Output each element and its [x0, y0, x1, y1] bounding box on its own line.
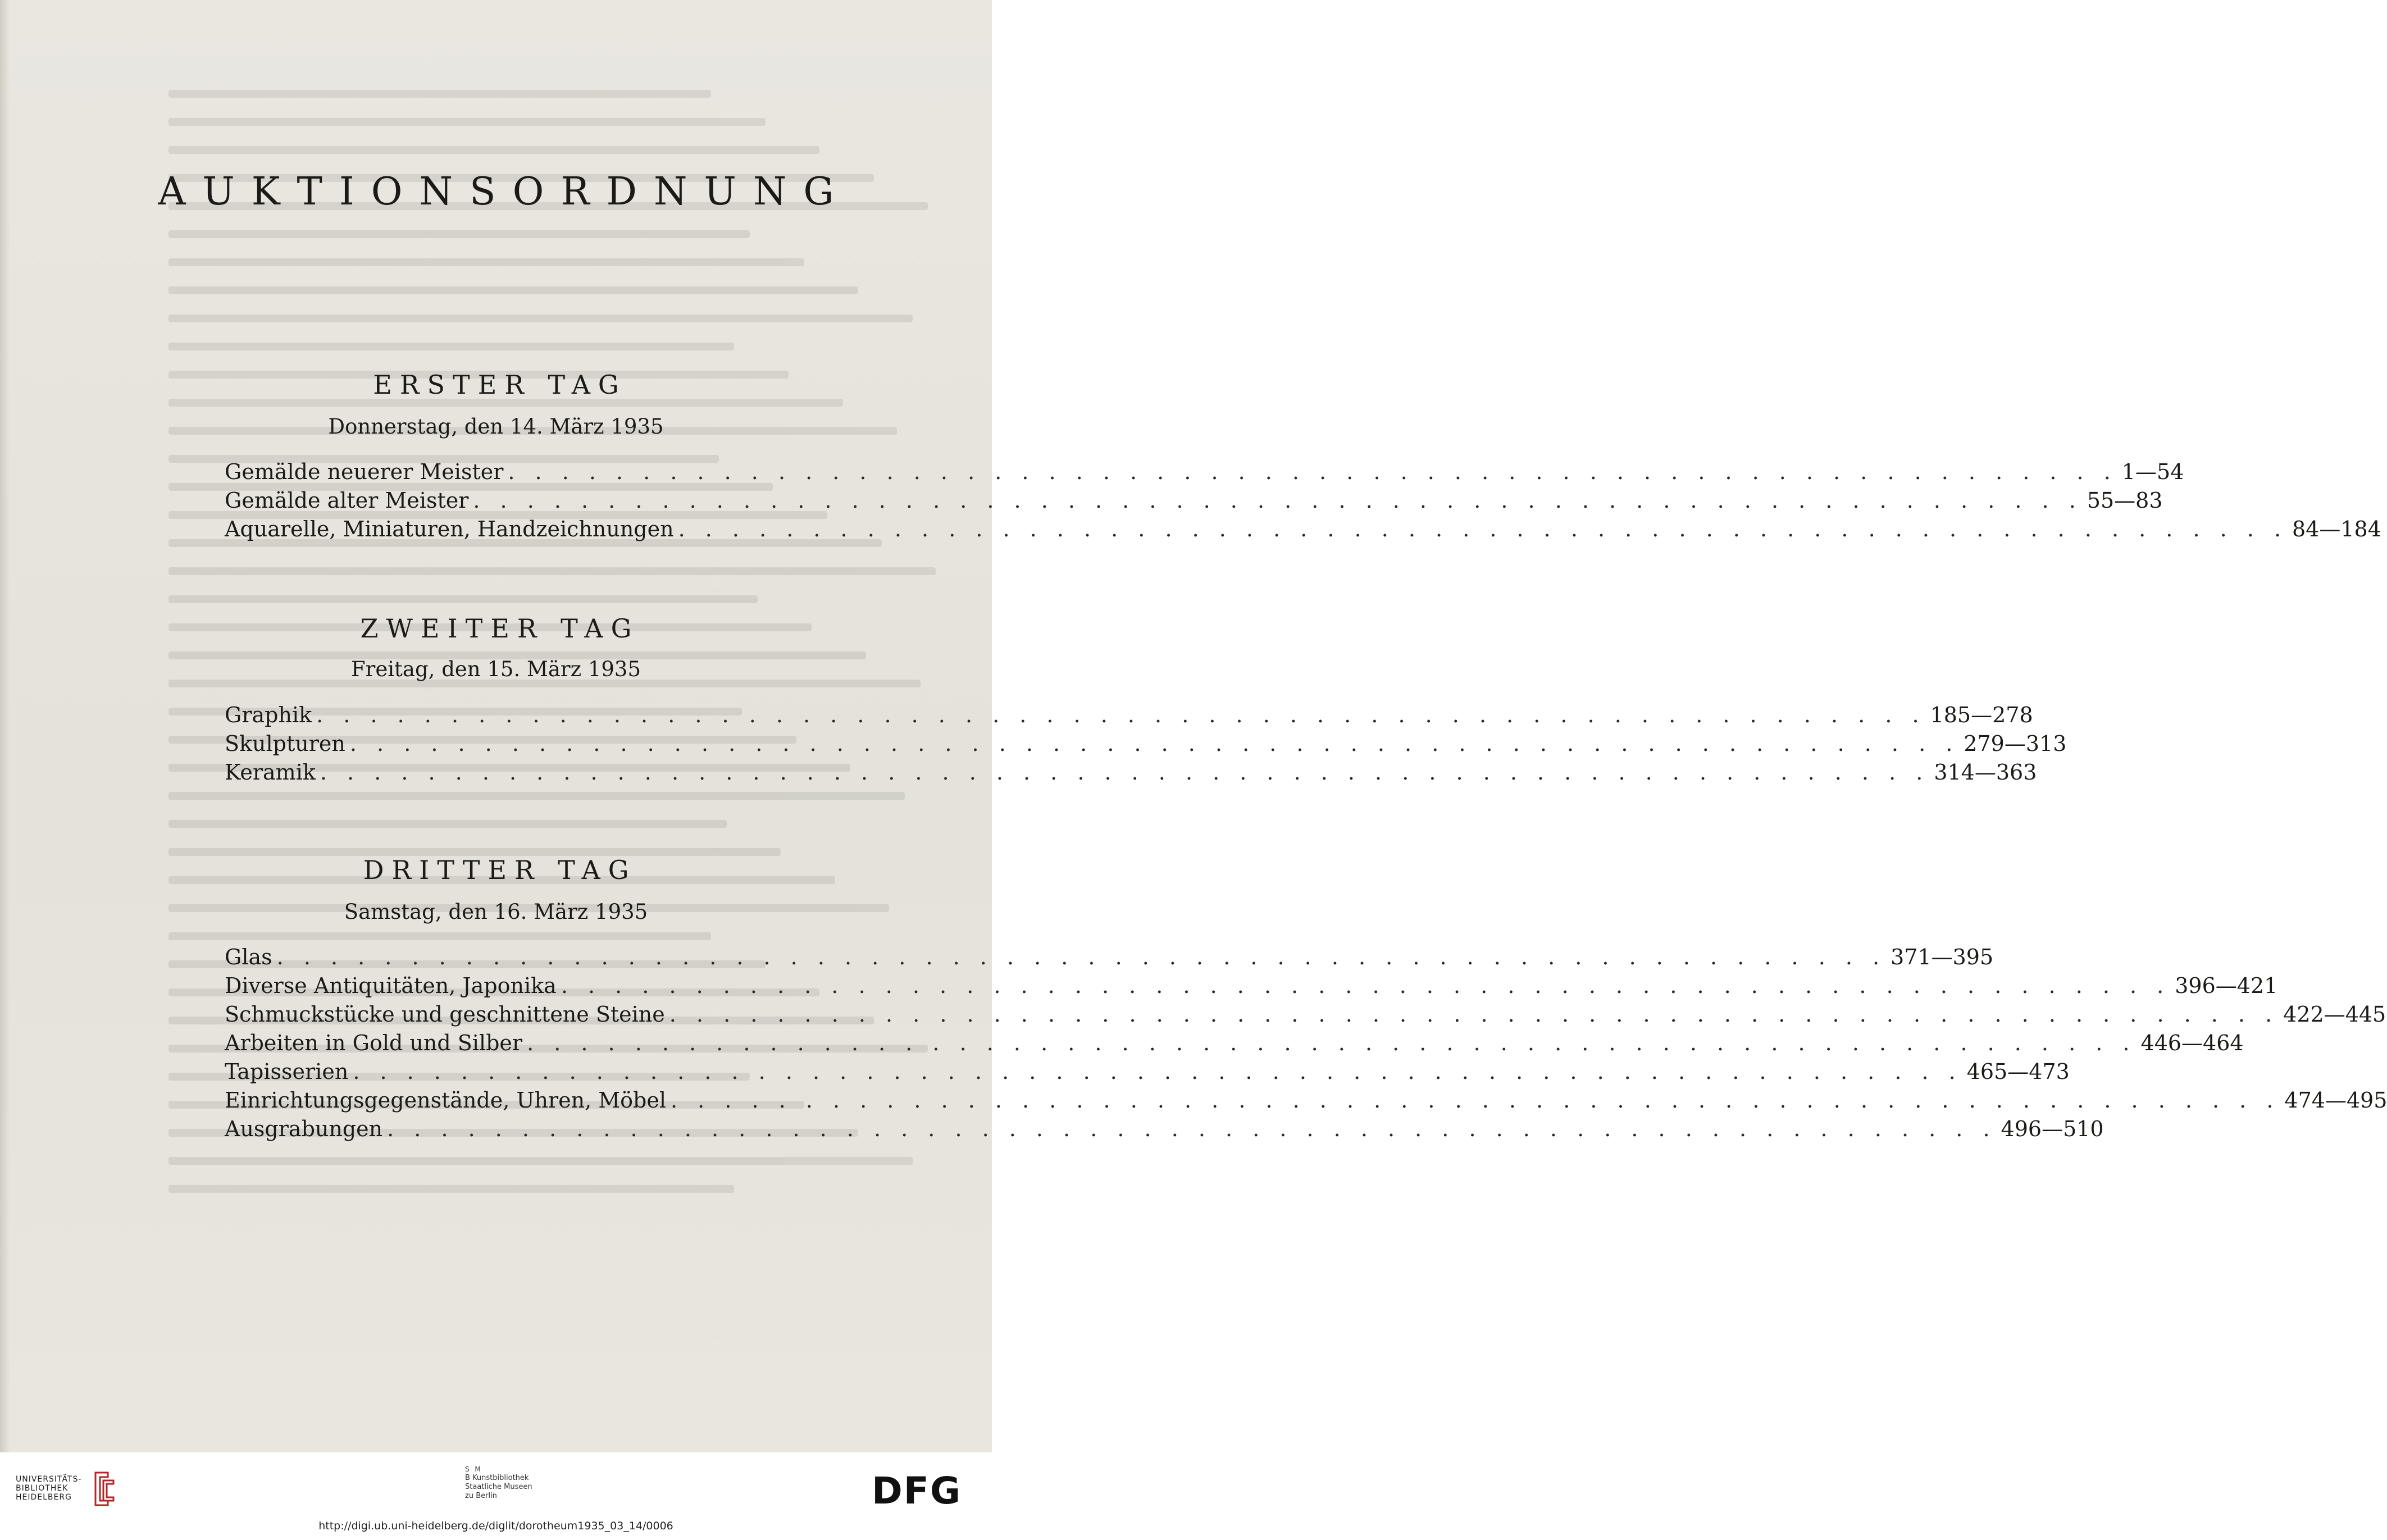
entry-range: 84—184	[2292, 517, 2381, 541]
entry-label: Gemälde neuerer Meister	[225, 459, 504, 484]
leader-dots: . . . . . . . . . . . . . . . . . . . . . . . . . . . . . . . . . . . . . . . . . . . . . . . . . . . . . . . . . . . .	[561, 973, 2171, 998]
entry-range: 396—421	[2175, 973, 2278, 998]
catalog-entry	[225, 1059, 2070, 1088]
bleed-through-line	[168, 90, 711, 98]
catalog-entry	[225, 731, 2067, 760]
bleed-through-line	[168, 146, 819, 154]
catalog-entry	[225, 1002, 2386, 1031]
entry-range: 422—445	[2283, 1002, 2386, 1027]
bleed-through-line	[168, 1185, 734, 1193]
bleed-through-line	[168, 567, 936, 575]
entry-label: Einrichtungsgegenstände, Uhren, Möbel	[225, 1088, 666, 1113]
leader-dots: . . . . . . . . . . . . . . . . . . . . . . . . . . . . . . . . . . . . . . . . . . . . . . . . . . . . . . . . . . . .	[669, 1002, 2279, 1027]
leader-dots: . . . . . . . . . . . . . . . . . . . . . . . . . . . . . . . . . . . . . . . . . . . . . . . . . . . . . . . . . . . .	[678, 517, 2288, 541]
leader-dots: . . . . . . . . . . . . . . . . . . . . . . . . . . . . . . . . . . . . . . . . . . . . . . . . . . . . . . . . . . . .	[349, 731, 1960, 756]
entry-range: 55—83	[2087, 488, 2163, 513]
leader-dots: . . . . . . . . . . . . . . . . . . . . . . . . . . . . . . . . . . . . . . . . . . . . . . . . . . . . . . . . . . . .	[320, 760, 1930, 785]
entry-label: Keramik	[225, 760, 316, 785]
day-1-heading: ERSTER TAG	[373, 370, 627, 400]
catalog-entry	[225, 703, 2033, 732]
day-2-heading: ZWEITER TAG	[360, 613, 640, 644]
museum-line: S M	[465, 1465, 482, 1473]
entry-label: Arbeiten in Gold und Silber	[225, 1031, 523, 1055]
source-url[interactable]: http://digi.ub.uni-heidelberg.de/diglit/dorotheum1935_03_14/0006	[318, 1520, 673, 1532]
bleed-through-line	[168, 1157, 913, 1165]
catalog-entry	[225, 1088, 2387, 1117]
leader-dots: . . . . . . . . . . . . . . . . . . . . . . . . . . . . . . . . . . . . . . . . . . . . . . . . . . . . . . . . . . . .	[276, 945, 1887, 969]
catalog-entry	[225, 459, 2184, 489]
entry-label: Gemälde alter Meister	[225, 488, 469, 513]
museum-line: B Kunstbibliothek	[465, 1474, 529, 1482]
entry-label: Schmuckstücke und geschnittene Steine	[225, 1002, 665, 1027]
entry-range: 371—395	[1891, 945, 1994, 969]
entry-label: Graphik	[225, 703, 312, 727]
library-line: BIBLIOTHEK	[16, 1484, 69, 1493]
entry-label: Aquarelle, Miniaturen, Handzeichnungen	[225, 517, 674, 541]
leader-dots: . . . . . . . . . . . . . . . . . . . . . . . . . . . . . . . . . . . . . . . . . . . . . . . . . . . . . . . . . . . .	[508, 459, 2117, 484]
library-logo-text	[16, 1475, 81, 1502]
entry-range: 314—363	[1934, 760, 2037, 785]
leader-dots: . . . . . . . . . . . . . . . . . . . . . . . . . . . . . . . . . . . . . . . . . . . . . . . . . . . . . . . . . . . .	[353, 1059, 1962, 1084]
leader-dots: . . . . . . . . . . . . . . . . . . . . . . . . . . . . . . . . . . . . . . . . . . . . . . . . . . . . . . . . . . . .	[473, 488, 2083, 513]
entry-range: 474—495	[2284, 1088, 2387, 1113]
bleed-through-line	[168, 258, 804, 266]
day-3-heading: DRITTER TAG	[363, 855, 637, 885]
bleed-through-line	[168, 286, 858, 294]
leader-dots: . . . . . . . . . . . . . . . . . . . . . . . . . . . . . . . . . . . . . . . . . . . . . . . . . . . . . . . . . . . .	[527, 1031, 2137, 1055]
day-1-date: Donnerstag, den 14. März 1935	[328, 414, 664, 439]
bleed-through-line	[168, 230, 750, 238]
entry-range: 465—473	[1966, 1059, 2070, 1084]
catalog-entry	[225, 973, 2278, 1003]
day-3-date: Samstag, den 16. März 1935	[344, 900, 648, 924]
museum-line: Staatliche Museen	[465, 1483, 532, 1491]
entry-label: Tapisserien	[225, 1059, 349, 1084]
leader-dots: . . . . . . . . . . . . . . . . . . . . . . . . . . . . . . . . . . . . . . . . . . . . . . . . . . . . . . . . . . . .	[671, 1088, 2280, 1113]
bleed-through-line	[168, 820, 727, 828]
bleed-through-line	[168, 315, 913, 322]
entry-label: Glas	[225, 945, 272, 969]
library-logo-icon	[91, 1469, 118, 1509]
entry-label: Diverse Antiquitäten, Japonika	[225, 973, 557, 998]
page-title: AUKTIONSORDNUNG	[158, 170, 851, 214]
dfg-logo: DFG	[872, 1469, 962, 1512]
catalog-entry	[225, 1031, 2244, 1060]
page-edge-shadow	[0, 0, 10, 1452]
leader-dots: . . . . . . . . . . . . . . . . . . . . . . . . . . . . . . . . . . . . . . . . . . . . . . . . . . . . . . . . . . . .	[387, 1117, 1997, 1141]
entry-label: Ausgrabungen	[225, 1117, 383, 1141]
entry-label: Skulpturen	[225, 731, 345, 756]
catalog-entry	[225, 488, 2163, 517]
catalog-entry	[225, 1117, 2104, 1146]
entry-range: 496—510	[2001, 1117, 2104, 1141]
bleed-through-line	[168, 792, 905, 800]
bleed-through-line	[168, 595, 758, 603]
museum-logo-text	[465, 1465, 532, 1501]
library-line: HEIDELBERG	[16, 1493, 72, 1502]
entry-range: 185—278	[1930, 703, 2033, 727]
day-2-date: Freitag, den 15. März 1935	[350, 657, 641, 681]
entry-range: 446—464	[2140, 1031, 2244, 1055]
catalog-entry	[225, 945, 1994, 974]
footer-bar	[0, 1452, 992, 1540]
bleed-through-line	[168, 118, 766, 126]
bleed-through-line	[168, 343, 734, 350]
catalog-entry	[225, 760, 2037, 789]
bleed-through-line	[168, 399, 843, 407]
leader-dots: . . . . . . . . . . . . . . . . . . . . . . . . . . . . . . . . . . . . . . . . . . . . . . . . . . . . . . . . . . . .	[316, 703, 1926, 727]
entry-range: 279—313	[1964, 731, 2067, 756]
library-line: UNIVERSITÄTS-	[16, 1475, 82, 1484]
entry-range: 1—54	[2121, 459, 2184, 484]
catalog-entry	[225, 517, 2381, 546]
museum-line: zu Berlin	[465, 1492, 497, 1500]
bleed-through-line	[168, 932, 711, 940]
